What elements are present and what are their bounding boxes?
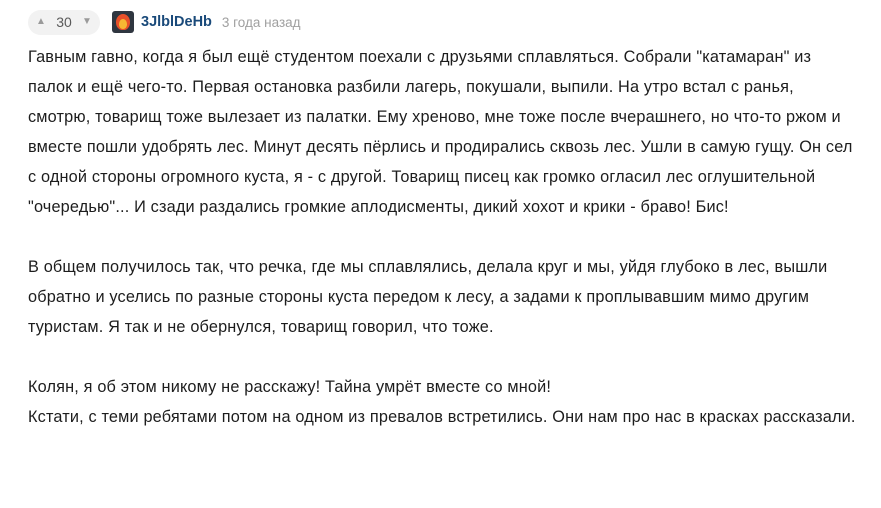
flame-inner-icon — [119, 19, 127, 29]
triangle-up-icon[interactable]: ▲ — [36, 16, 46, 27]
triangle-down-icon[interactable]: ▼ — [82, 16, 92, 27]
rating-score: 30 — [56, 14, 72, 30]
comment-paragraph: Гавным гавно, когда я был ещё студентом поехали с друзьями сплавляться. Собрали "катамаран" из палок и ещё чего-то. Первая остановка разбили лагерь, покушали, выпили. На утро встал с ранья, смотрю, товарищ тоже вылезает из палатки. Ему хреново, мне тоже после вчерашнего, но что-то ржом и вместе пошли удобрять лес. Минут десять пёрлись и продирались сквозь лес. Ушли в самую гущу. Он сел с одной стороны огромного куста, я - с другой. Товарищ писец как громко огласил лес оглушительной "очередью"... И сзади раздались громкие аплодисменты, дикий хохот и крики - браво! Бис! — [28, 48, 853, 216]
comment-paragraph: Колян, я об этом никому не расскажу! Тайна умрёт вместе со мной! — [28, 378, 552, 396]
comment-paragraph: Кстати, с теми ребятами потом на одном из превалов встретились. Они нам про нас в красках рассказали. — [28, 408, 856, 426]
comment-paragraph: В общем получилось так, что речка, где мы сплавлялись, делала круг и мы, уйдя глубоко в лес, вышли обратно и уселись по разные стороны куста передом к лесу, а задами к проплывавшим мимо другим туристам. Я так и не обернулся, товарищ говорил, что тоже. — [28, 258, 828, 336]
rating-widget[interactable] — [28, 10, 100, 35]
comment-author-link[interactable]: 3JlblDeHb — [141, 14, 212, 30]
comment-header — [0, 0, 881, 38]
avatar[interactable] — [112, 11, 134, 33]
comment-body — [0, 38, 881, 432]
comment-timestamp[interactable]: 3 года назад — [221, 14, 301, 30]
